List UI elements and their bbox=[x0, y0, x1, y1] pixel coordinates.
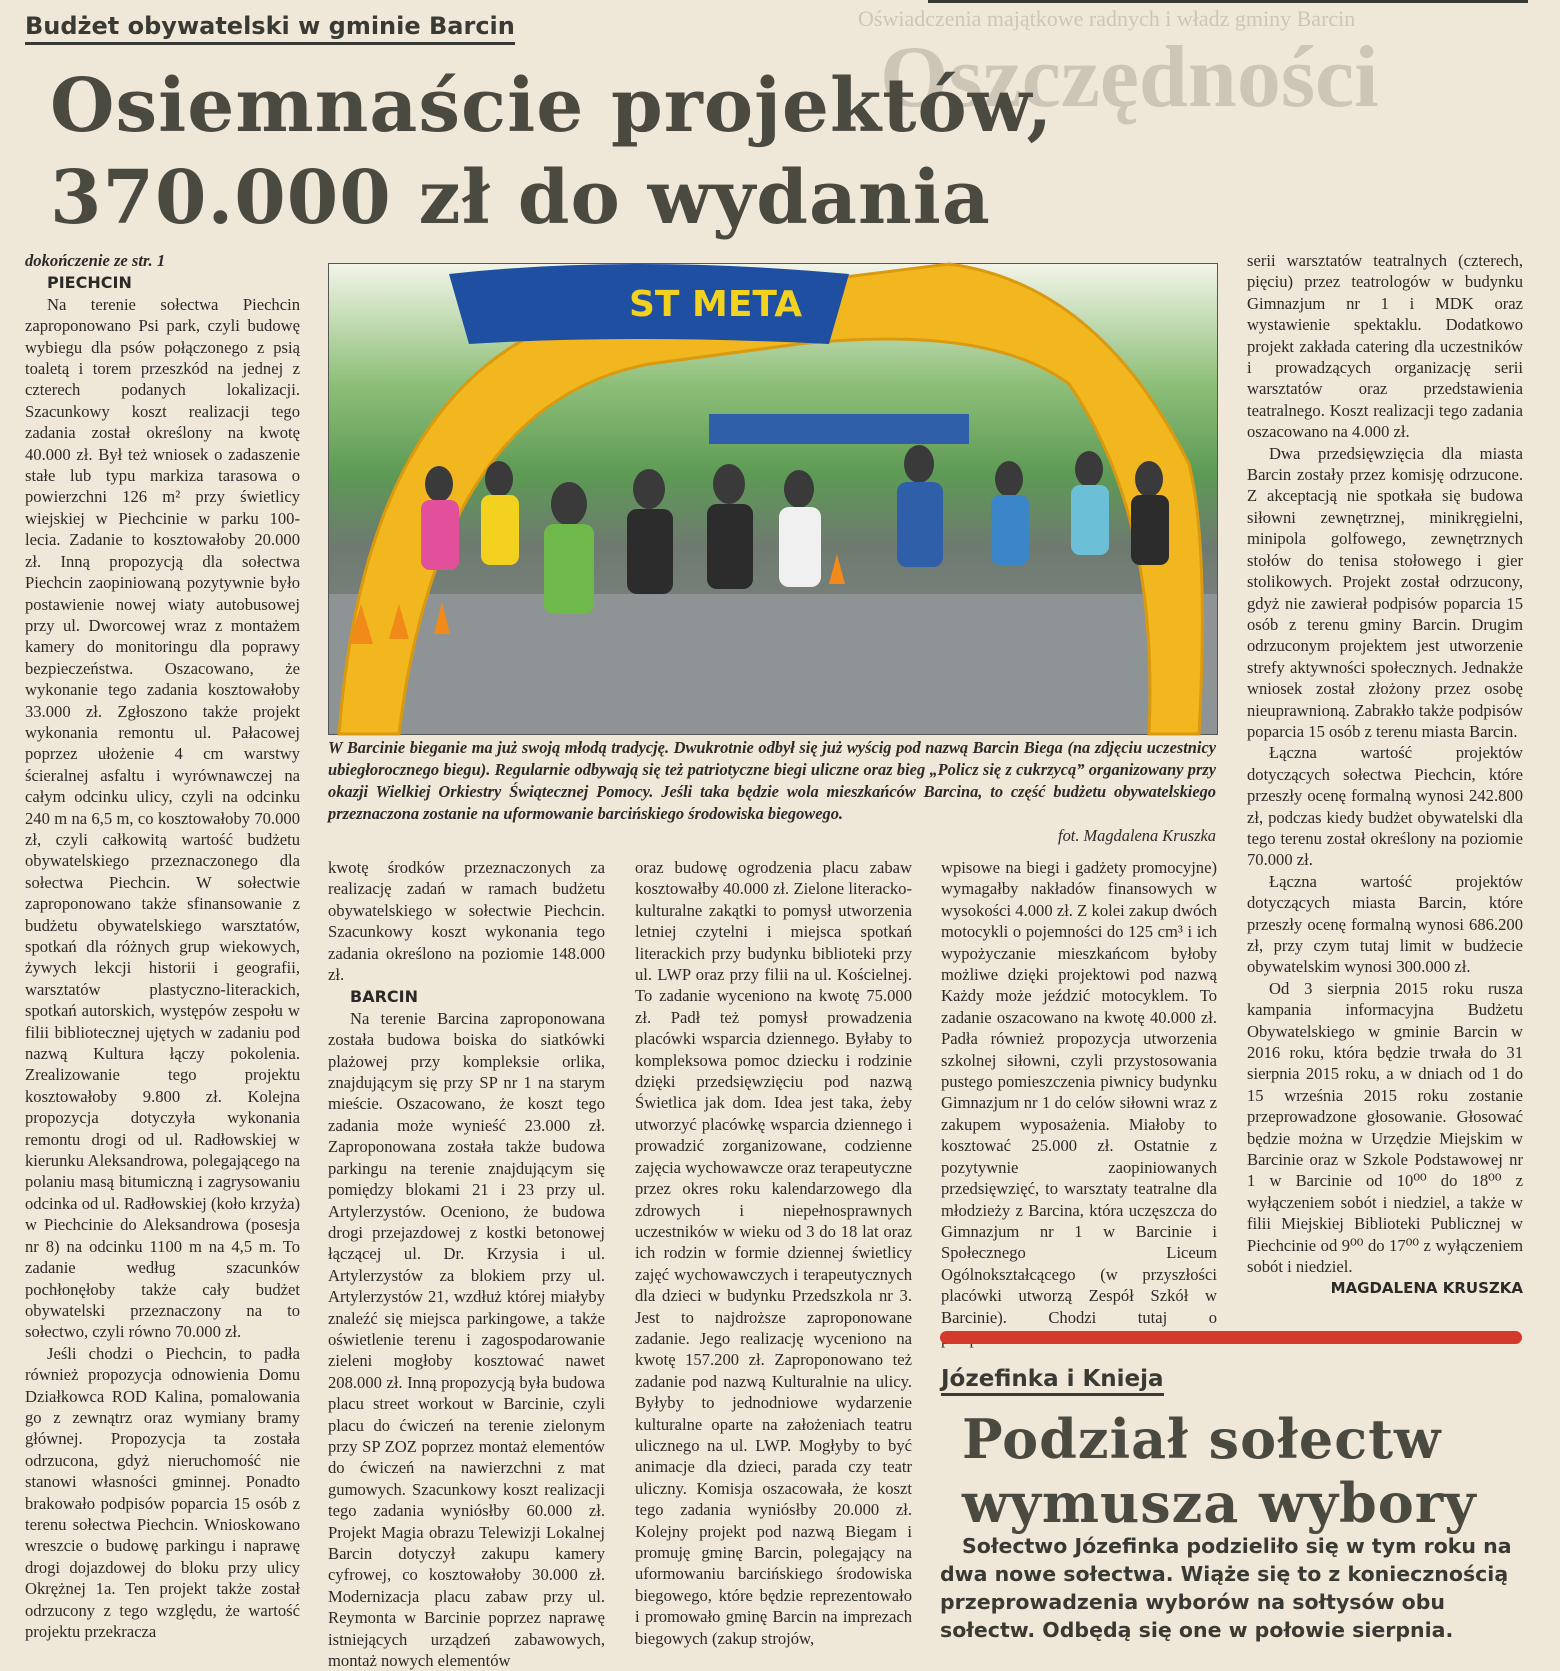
paragraph: Na terenie sołectwa Piechcin zaproponowano Psi park, czyli budowę wybiegu dla psów połączonego z psią toaletą i torem przeszkód na jednej z czterech podanych lokalizacji. Szacunkowy koszt realizacji tego zadania został określony na kwotę 40.000 zł. Był też wniosek o zadaszenie stałe lub typu markiza tarasowa o powierzchni 126 m² przy świetlicy wiejskiej w Piechcinie w parku 100-lecia. Zadanie to kosztowałoby 20.000 zł. Inną propozycją dla sołectwa Piechcin zaopiniowaną pozytywnie było postawienie nowej wiaty autobusowej przy ul. Dworcowej wraz z montażem kamery do monitoringu dla poprawy bezpieczeństwa. Oszacowano, że wykonanie tego zadania kosztowałoby 33.000 zł. Zgłoszono także projekt wykonania remontu ul. Pałacowej poprzez ułożenie 4 cm warstwy ścieralnej asfaltu i wyrównawczej na całym odcinku ulicy, czyli na odcinku 240 m na 6,5 m, co kosztowałoby 70.000 zł, czyli całkowitą wartość budżetu obywatelskiego przeznaczonego dla sołectwa Piechcin. W sołectwie zaproponowano także sfinansowanie z budżetu obywatelskiego warsztatów, spotkań dla różnych grup wiekowych, żywych lekcji historii i geografii, warsztatów plastyczno-literackich, spotkań autorskich, występów zespołu w filii bibliotecznej ujętych w zadaniu pod nazwą Kultura łączy pokolenia. Zrealizowanie tego projektu kosztowałoby 9.800 zł. Kolejna propozycja dotyczyła wykonania remontu drogi od ul. Radłowskiej w kierunku Aleksandrowa, polegającego na polaniu masą bitumiczną i zagrysowaniu odcinka od ul. Radłowskiej (koło krzyża) w Piechcinie do Aleksandrowa (posesja nr 8) na odcinku 1100 m na 4,5 m. To zadanie według szacunków pochłonęłoby także cały budżet obywatelski przeznaczony na to sołectwo, czyli równo 70.000 zł. bbox=[25, 294, 300, 1342]
author-signature: MAGDALENA KRUSZKA bbox=[1330, 1278, 1523, 1297]
svg-text:ST META: ST META bbox=[629, 284, 803, 325]
column-5 bbox=[1247, 250, 1523, 1320]
race-photo-illustration bbox=[329, 264, 1217, 734]
section-tag: Budżet obywatelski w gminie Barcin bbox=[25, 12, 515, 45]
paragraph: Od 3 sierpnia 2015 roku rusza kampania informacyjna Budżetu Obywatelskiego w gminie Barcin w 2016 roku, która będzie trwała do 31 sierpnia 2015 roku, a w dniach od 1 do 15 września 2015 roku zostanie przeprowadzone głosowanie. Głosować będzie można w Urzędzie Miejskim w Barcinie oraz w Szkole Podstawowej nr 1 w Barcinie od 10⁰⁰ do 18⁰⁰ z wyłączeniem sobót i niedziel, a także w filii Miejskiej Biblioteki Publicznej w Piechcinie od 9⁰⁰ do 17⁰⁰ z wyłączeniem sobót i niedziel. bbox=[1247, 978, 1523, 1277]
subheading-barcin: BARCIN bbox=[350, 987, 418, 1007]
column-4 bbox=[941, 857, 1217, 1327]
paragraph: serii warsztatów teatralnych (czterech, pięciu) przez teatrologów w budynku Gimnazjum nr 1 i MDK oraz wystawienie spektaklu. Dodatkowo projekt zakłada catering dla uczestników i prowadzących organizację serii warsztatów oraz przedstawienia teatralnego. Koszt realizacji tego zadania oszacowano na 4.000 zł. bbox=[1247, 251, 1523, 442]
race-photo bbox=[328, 263, 1218, 735]
article-2-title: Podział sołectw wymusza wybory bbox=[962, 1407, 1477, 1535]
photo-credit: fot. Magdalena Kruszka bbox=[1058, 826, 1216, 845]
page-title: Osiemnaście projektów, 370.000 zł do wydania bbox=[50, 63, 1054, 241]
photo-caption: W Barcinie bieganie ma już swoją młodą tradycję. Dwukrotnie odbył się już wyścig pod nazwą Barcin Biega (na zdjęciu uczestnicy ubiegłorocznego biegu). Regularnie odbywają się też patriotyczne biegi uliczne oraz bieg „Policz się z cukrzycą” organizowany przy okazji Wielkiej Orkiestry Świątecznej Pomocy. Jeśli taka będzie wola mieszkańców Barcina, to część budżetu obywatelskiego przeznaczona zostanie na uformowanie barcińskiego środowiska biegowego. fot. Magdalena Kruszka bbox=[328, 738, 1216, 845]
subheading-piechcin: PIECHCIN bbox=[47, 273, 132, 293]
column-1 bbox=[25, 250, 300, 1655]
paragraph: Na terenie Barcina zaproponowana została budowa boiska do siatkówki plażowej przy kompleksie orlika, znajdującym się przy SP nr 1 na starym mieście. Oszacowano, że koszt tego zadania może wynieść 23.000 zł. Zaproponowana została także budowa parkingu na terenie znajdującym się pomiędzy blokami 21 i 23 przy ul. Artylerzystów. Oceniono, że budowa drogi przejazdowej z kostki betonowej łączącej ul. Dr. Krzysia i ul. Artylerzystów za blokiem przy ul. Artylerzystów 21, wzdłuż której miałyby znaleźć się miejsca parkingowe, a także oświetlenie terenu i zagospodarowanie zieleni mogłoby kosztować nawet 208.000 zł. Inną propozycją była budowa placu street workout w Barcinie, czyli placu do ćwiczeń na terenie zielonym przy SP ZOZ poprzez montaż elementów do ćwiczeń na nawierzchni z mat gumowych. Szacunkowy koszt realizacji tego zadania wyniósłby 60.000 zł. Projekt Magia obrazu Telewizji Lokalnej Barcin dotyczył zakupu kamery cyfrowej, co kosztowałoby 30.000 zł. Modernizacja placu zabaw przy ul. Reymonta w Barcinie poprzez naprawę istniejących urządzeń zabawowych, montaż nowych elementów bbox=[328, 1008, 605, 1671]
paragraph: oraz budowę ogrodzenia placu zabaw kosztowałby 40.000 zł. Zielone literacko-kulturalne zakątki to pomysł utworzenia letniej czytelni i miejsca spotkań literackich przy budynku biblioteki przy ul. LWP oraz przy filii na ul. Kościelnej. To zadanie wyceniono na kwotę 75.000 zł. Padł też pomysł prowadzenia placówki wsparcia dziennego. Byłaby to kompleksowa pomoc dziecku i rodzinie dzięki przedsięwzięciu pod nazwą Świetlica jak dom. Idea jest taka, żeby utworzyć placówkę wsparcia dziennego i prowadzić zorganizowane, codzienne zajęcia wychowawcze oraz terapeutyczne przez okres roku kalendarzowego dla zdrowych i niepełnosprawnych uczestników w wieku od 3 do 18 lat oraz ich rodzin w formie dziennej świetlicy zajęć wychowawczych i terapeutycznych dla dzieci w budynku Przedszkola nr 3. Jest to najdroższe zaproponowane zadanie. Jego realizację wyceniono na kwotę 157.200 zł. Zaproponowano też zadanie pod nazwą Kulturalnie na ulicy. Byłyby to jednodniowe wydarzenie kulturalne oparte na założeniach teatru ulicznego na ul. LWP. Mogłyby to być animacje dla dzieci, parada czy teatr uliczny. Komisja oszacowała, że koszt tego zadania wyniósłby 20.000 zł. Kolejny projekt pod nazwą Biegam i promuję gminę Barcin, polegający na uformowaniu barcińskiego środowiska biegowego, które będzie reprezentowało i promowało gminę Barcin na imprezach biegowych (zakup strojów, bbox=[635, 858, 912, 1648]
paragraph: Dwa przedsięwzięcia dla miasta Barcin zostały przez komisję odrzucone. Z akceptacją nie spotkała się budowa siłowni zewnętrznej, minikręgielni, minipola golfowego, zewnętrznych stołów do tenisa stołowego i gier stolikowych. Projekt został odrzucony, gdyż nie zawierał podpisów poparcia 15 osób z terenu gminy Barcin. Drugim odrzuconym projektem jest utworzenie strefy aktywności społecznych. Jednakże wniosek został złożony przez osobę nieuprawnioną. Zabrakło także podpisów poparcia 15 osób z terenu miasta Barcin. bbox=[1247, 443, 1523, 741]
column-3 bbox=[635, 857, 912, 1655]
paragraph: Łączna wartość projektów dotyczących sołectwa Piechcin, które przeszły ocenę formalną wynosi 242.800 zł, podczas kiedy budżet obywatelski dla tego terenu został określony na poziomie 70.000 zł. bbox=[1247, 743, 1523, 870]
paragraph: Łączna wartość projektów dotyczących miasta Barcin, które przeszły ocenę formalną wynosi 686.200 zł, przy czym tutaj limit w budżecie obywatelskim wynosi 300.000 zł. bbox=[1247, 871, 1523, 977]
column-2 bbox=[328, 857, 605, 1671]
top-rule bbox=[928, 0, 1528, 3]
article-2-lead: Sołectwo Józefinka podzieliło się w tym roku na dwa nowe sołectwa. Wiąże się to z koniecznością przeprowadzenia wyborów na sołtysów obu sołectw. Odbędą się one w połowie sierpnia. bbox=[940, 1534, 1512, 1642]
paragraph: wpisowe na biegi i gadżety promocyjne) wymagałby nakładów finansowych w wysokości 4.000 zł. Z kolei zakup dwóch motocykli o pojemności do 125 cm³ i ich wypożyczanie mieszkańcom byłoby możliwe dzięki projektowi pod nazwą Każdy może jeździć motocyklem. To zadanie oszacowano na kwotę 40.000 zł. Padła również propozycja utworzenia szkolnej siłowni, czyli przystosowania pustego pomieszczenia piwnicy budynku Gimnazjum nr 1 do celów siłowni wraz z zakupem wyposażenia. Miałoby to kosztować 25.000 zł. Ostatnie z pozytywnie zaopiniowanych przedsięwzięć, to warsztaty teatralne dla młodzieży z Barcina, która uczęszcza do Gimnazjum nr 1 w Barcinie i Społecznego Liceum Ogólnokształcącego (w przyszłości placówki utworzą Zespół Szkół w Barcinie). Chodzi tutaj o bbox=[941, 858, 1217, 1327]
section-tag-2: Józefinka i Knieja bbox=[941, 1366, 1164, 1396]
continuation-note: dokończenie ze str. 1 bbox=[25, 251, 166, 270]
paragraph: Jeśli chodzi o Piechcin, to padła również propozycja odnowienia Domu Działkowca ROD Kalina, pomalowania go z zewnątrz oraz wymiany bramy głównej. Propozycja ta została odrzucona, gdyż nieruchomość nie stanowi własności gminnej. Ponadto brakowało podpisów poparcia 15 osób z terenu sołectwa Piechcin. Wnioskowano wreszcie o budowę parkingu i naprawę drogi dojazdowej do bloku przy ulicy Okrężnej 1a. Ten projekt także został odrzucony z tego względu, że wartość projektu przekracza bbox=[25, 1343, 300, 1641]
bleed-through-text: Oświadczenia majątkowe radnych i władz gminy Barcin Oszczędności bbox=[858, 6, 1379, 126]
paragraph: kwotę środków przeznaczonych za realizację zadań w ramach budżetu obywatelskiego w sołectwie Piechcin. Szacunkowy koszt wykonania tego zadania określono na poziomie 148.000 zł. bbox=[328, 858, 605, 985]
red-divider bbox=[940, 1331, 1522, 1344]
